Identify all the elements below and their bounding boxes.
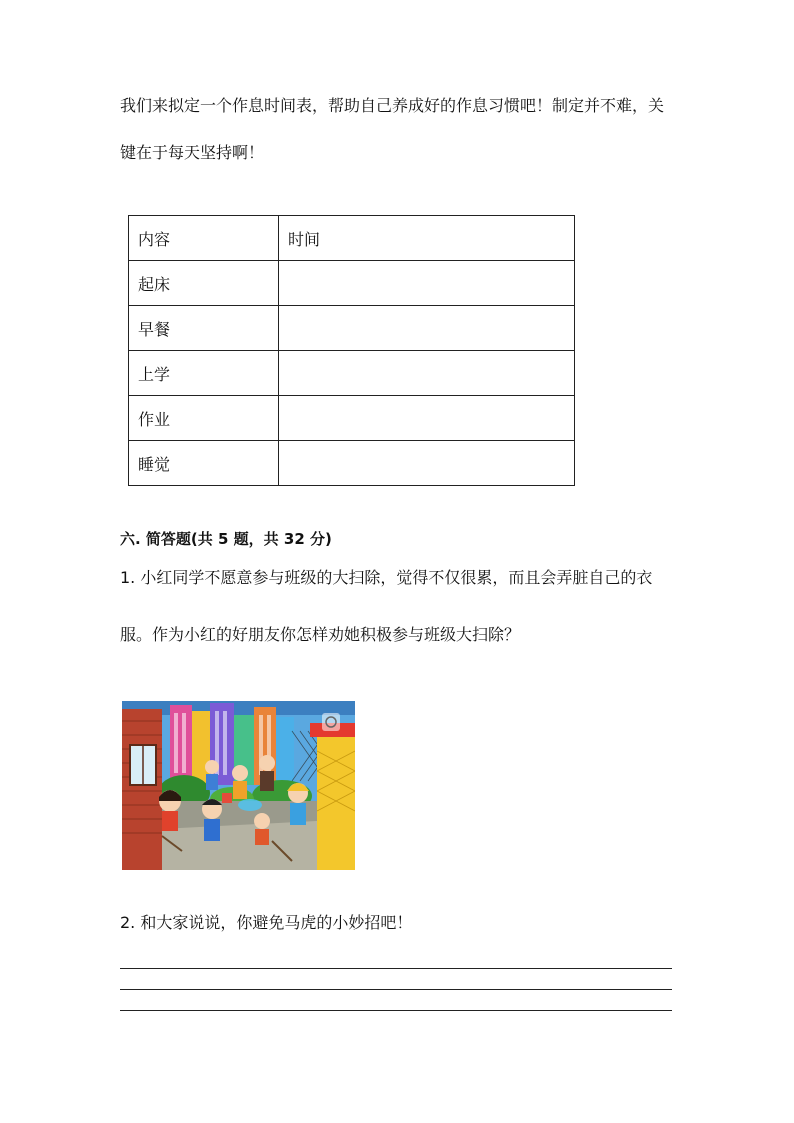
schedule-row	[129, 351, 575, 396]
row-content: 早餐	[129, 306, 279, 351]
schedule-row	[129, 306, 575, 351]
schedule-table	[128, 215, 575, 486]
schedule-row	[129, 261, 575, 306]
header-content: 内容	[129, 216, 279, 261]
row-content: 作业	[129, 396, 279, 441]
section-heading: 六. 简答题(共 5 题，共 32 分)	[120, 530, 332, 548]
row-time-cell[interactable]	[279, 261, 575, 306]
question-2-text: 2. 和大家说说，你避免马虎的小妙招吧！	[120, 913, 413, 932]
answer-line[interactable]	[120, 1010, 672, 1011]
schedule-row	[129, 396, 575, 441]
header-time: 时间	[279, 216, 575, 261]
row-time-cell[interactable]	[279, 351, 575, 396]
schedule-row	[129, 441, 575, 486]
row-content: 起床	[129, 261, 279, 306]
question-1-line-2: 服。作为小红的好朋友你怎样劝她积极参与班级大扫除？	[120, 625, 521, 644]
cartoon-illustration	[122, 701, 355, 870]
schedule-header-row	[129, 216, 575, 261]
intro-text-line-1: 我们来拟定一个作息时间表，帮助自己养成好的作息习惯吧！制定并不难，关	[120, 96, 665, 115]
row-content: 睡觉	[129, 441, 279, 486]
row-time-cell[interactable]	[279, 306, 575, 351]
row-time-cell[interactable]	[279, 441, 575, 486]
answer-line[interactable]	[120, 968, 672, 969]
question-1-line-1: 1. 小红同学不愿意参与班级的大扫除，觉得不仅很累，而且会弄脏自己的衣	[120, 568, 653, 587]
row-time-cell[interactable]	[279, 396, 575, 441]
row-content: 上学	[129, 351, 279, 396]
answer-line[interactable]	[120, 989, 672, 990]
intro-text-line-2: 键在于每天坚持啊！	[120, 143, 265, 162]
